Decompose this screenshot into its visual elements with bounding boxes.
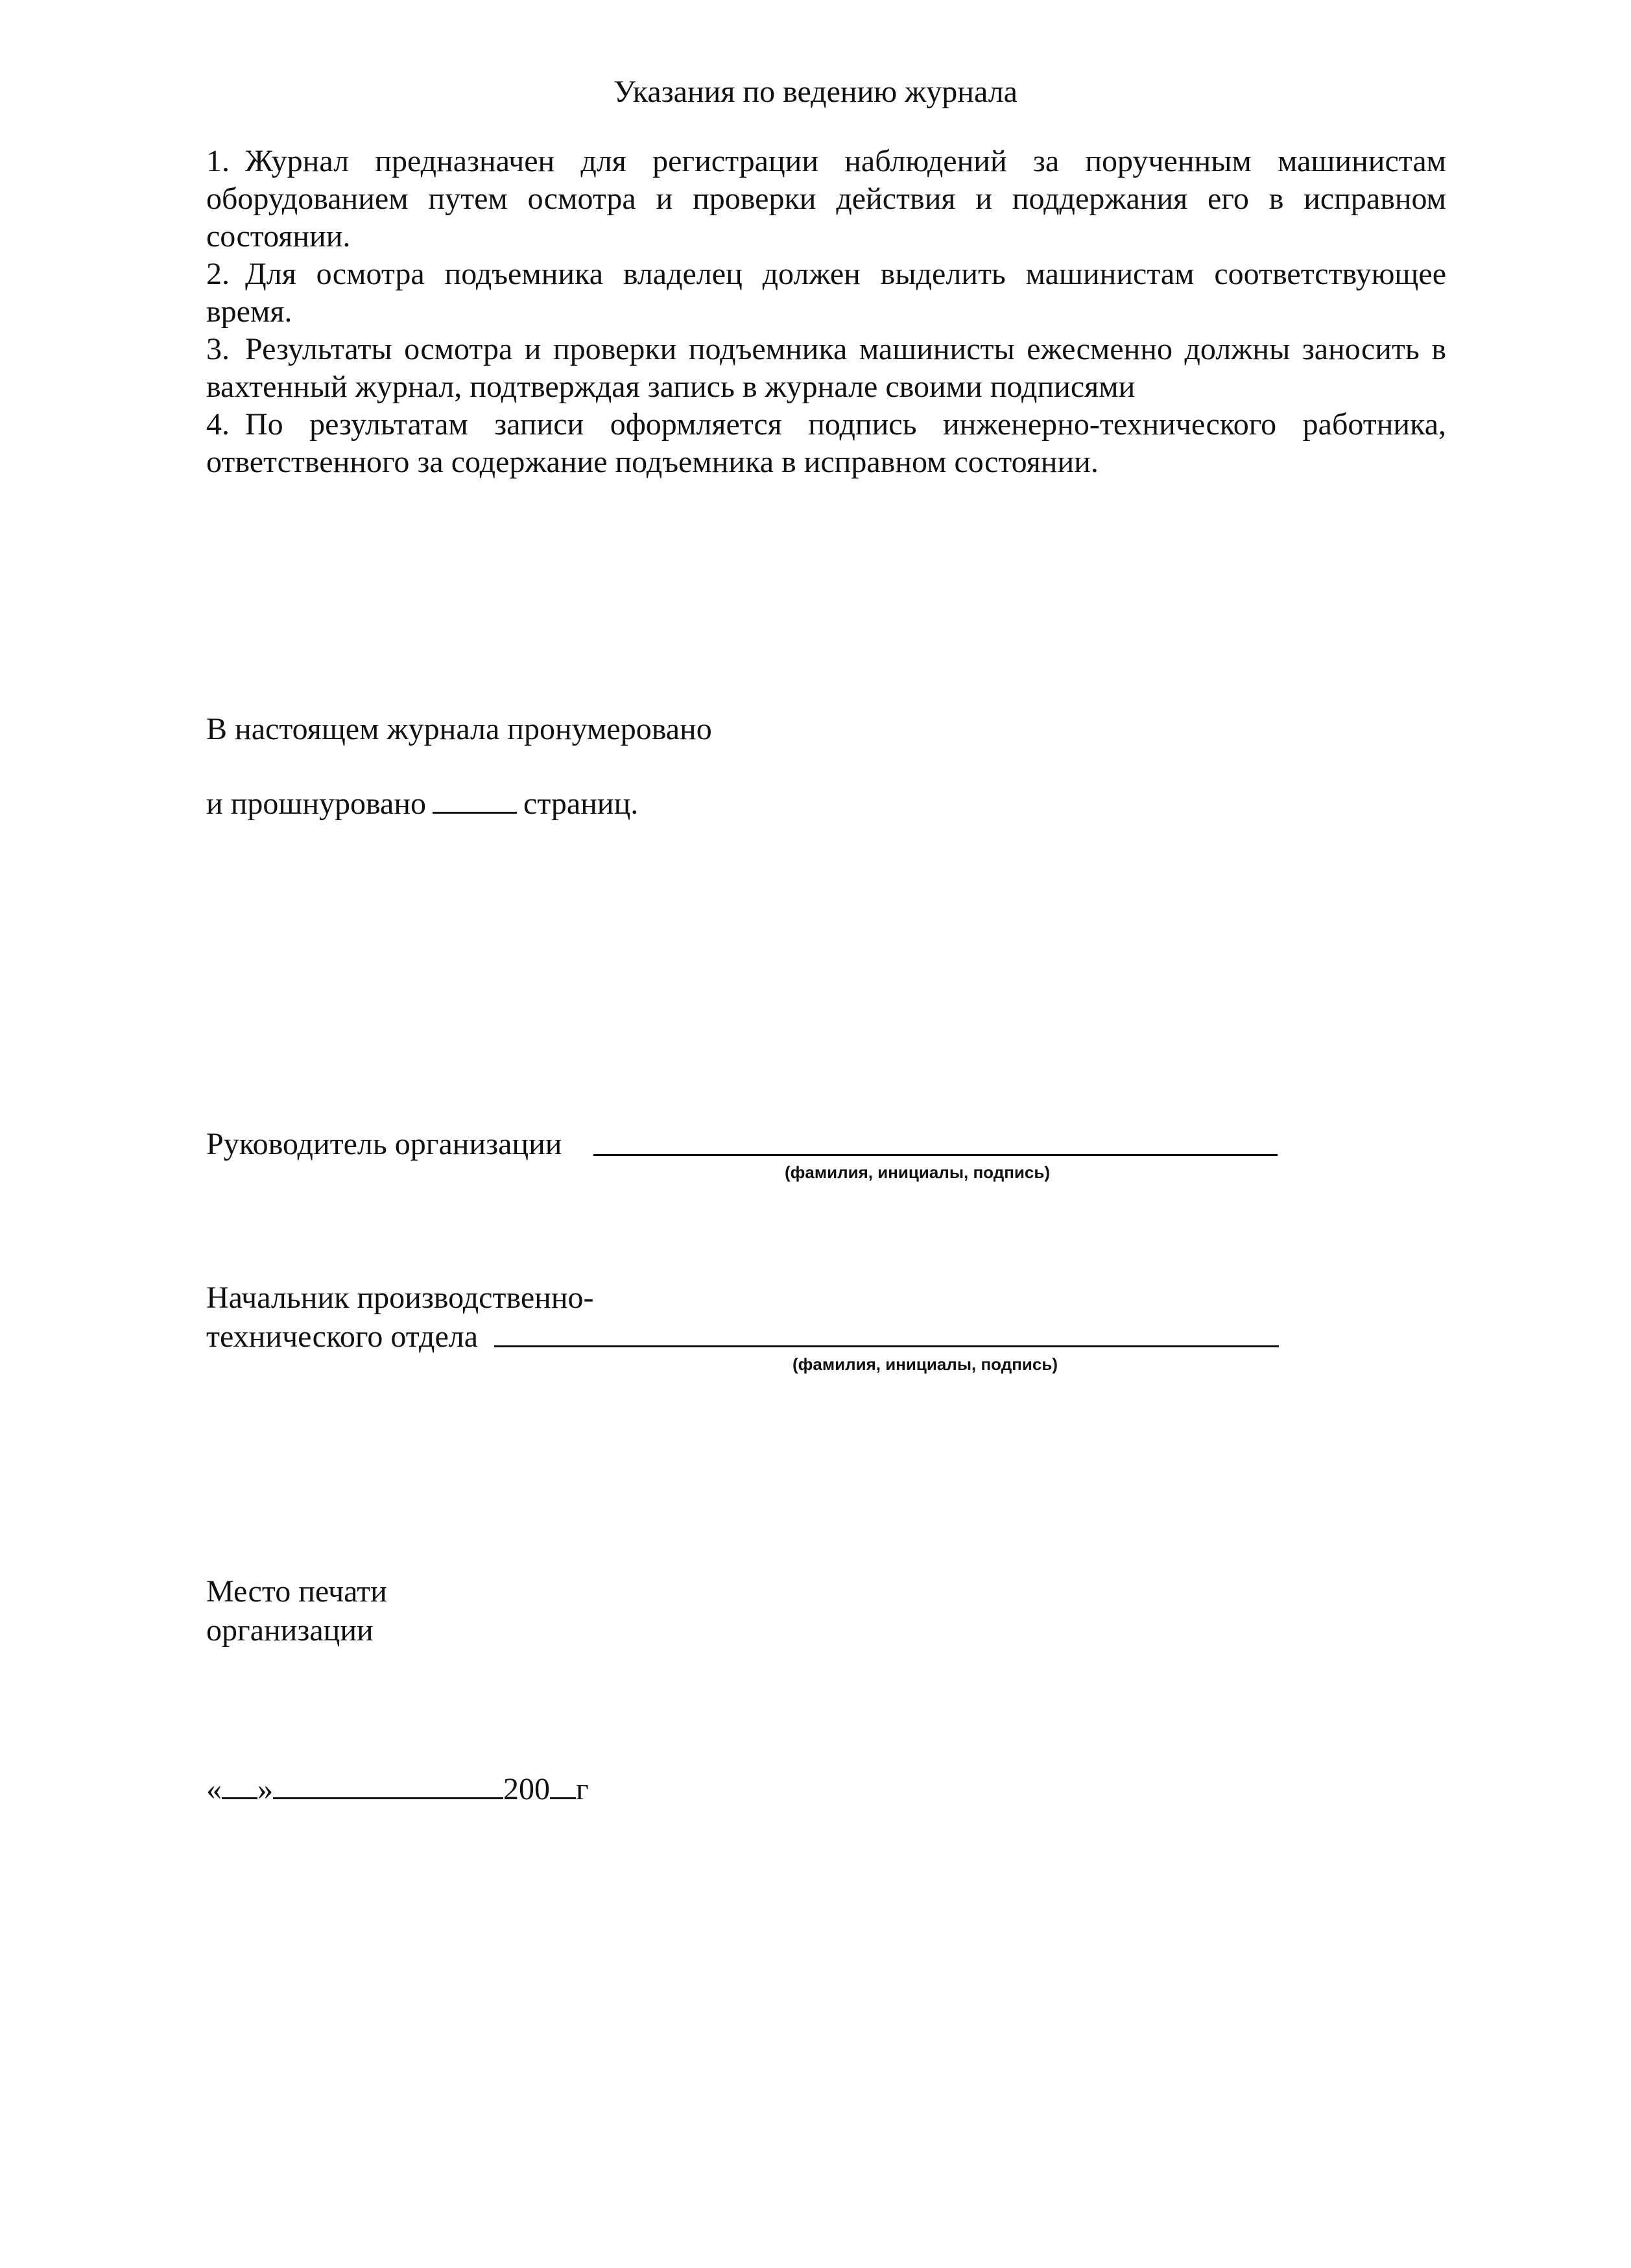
instruction-item (206, 331, 1446, 406)
lacing-label: и прошнуровано (206, 786, 427, 821)
pto-signature-label-line2: технического отдела (206, 1319, 479, 1354)
instruction-number: 3. (206, 332, 230, 366)
seal-label-line1: Место печати (206, 1574, 387, 1609)
instruction-number: 1. (206, 144, 230, 178)
instruction-item (206, 143, 1446, 255)
pto-signature-block (206, 1279, 594, 1356)
instruction-text: Для осмотра подъемника владелец должен выделить машинистам соответствующее время. (206, 257, 1446, 329)
instruction-text: Результаты осмотра и проверки подъемника машинисты ежесменно должны заносить в вахтенный журнал, подтверждая запись в журнале своими подписями (206, 332, 1446, 404)
page-title: Указания по ведению журнала (613, 75, 1018, 109)
day-field[interactable] (222, 1771, 257, 1799)
year-prefix: 200 (503, 1772, 550, 1806)
head-signature-label: Руководитель организации (206, 1127, 562, 1161)
year-suffix: г (576, 1772, 589, 1806)
month-field[interactable] (273, 1771, 503, 1799)
date-close-quote: » (257, 1772, 273, 1806)
head-signature-hint: (фамилия, инициалы, подпись) (785, 1163, 1051, 1182)
head-signature-field[interactable] (593, 1154, 1278, 1156)
lacing-statement (206, 785, 638, 823)
pto-signature-field[interactable] (494, 1345, 1279, 1347)
seal-place (206, 1572, 387, 1650)
pto-signature-label-line1: Начальник производственно- (206, 1281, 594, 1315)
date-line (206, 1770, 589, 1809)
year-field[interactable] (550, 1771, 576, 1799)
instruction-number: 2. (206, 257, 230, 291)
page-count-field[interactable] (433, 786, 517, 814)
seal-label-line2: организации (206, 1613, 374, 1648)
date-open-quote: « (206, 1772, 222, 1806)
head-signature-block (206, 1125, 562, 1164)
instruction-number: 4. (206, 407, 230, 442)
numbering-statement: В настоящем журнала пронумеровано (206, 712, 712, 746)
instruction-item (206, 406, 1446, 481)
pages-label: страниц. (523, 786, 639, 821)
instruction-item (206, 255, 1446, 331)
instruction-text: По результатам записи оформляется подпись инженерно-технического работника, ответственного за содержание подъемника в исправном состоянии. (206, 407, 1446, 479)
pto-signature-hint: (фамилия, инициалы, подпись) (792, 1354, 1058, 1374)
instruction-text: Журнал предназначен для регистрации наблюдений за порученным машинистам оборудованием путем осмотра и проверки действия и поддержания его в исправном состоянии. (206, 144, 1446, 254)
instructions-list (206, 143, 1446, 481)
